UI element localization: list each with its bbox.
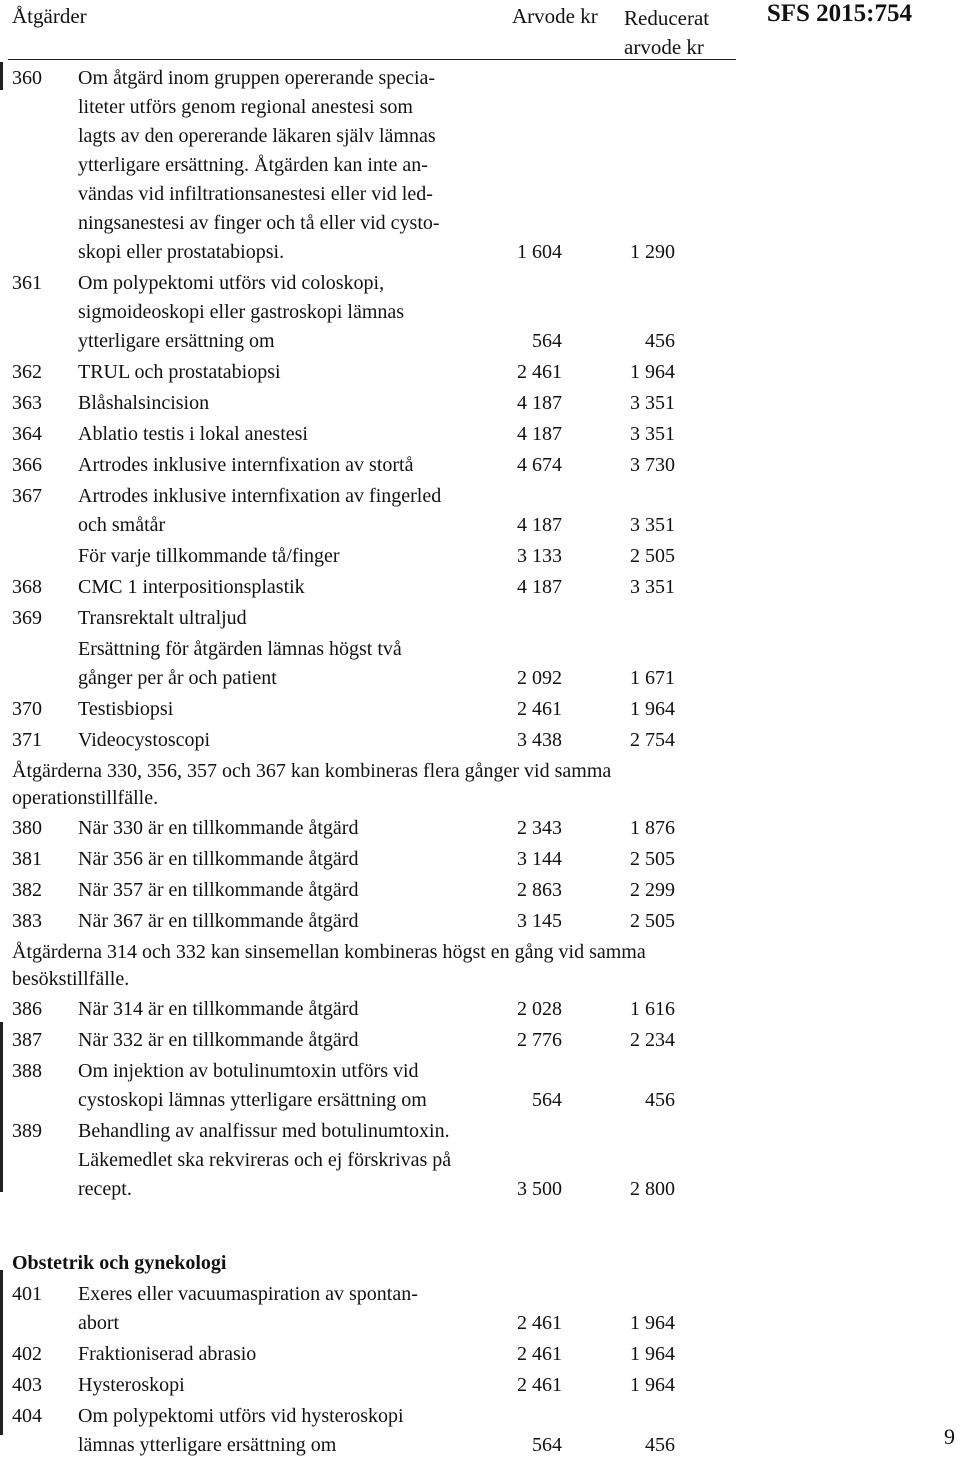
action-description [78,451,508,480]
description-line: liteter utförs genom regional anestesi som [78,96,413,118]
table-row [12,1117,712,1204]
fee-value: 564 [532,1089,562,1111]
table-row [12,1371,712,1400]
table-row [12,814,712,843]
description-line: lagts av den opererande läkaren själv lämnas [78,125,436,147]
column-header-reduced-line1: Reducerat [624,6,710,30]
action-code: 386 [12,998,42,1020]
reduced-fee-value: 2 800 [630,1178,675,1200]
description-line: abort [78,1312,120,1334]
description-line: recept. [78,1178,132,1200]
table-row [12,995,712,1024]
table-row [12,1340,712,1369]
table-row [12,845,712,874]
description-line: Artrodes inklusive internfixation av stortå [78,454,414,476]
sfs-reference: SFS 2015:754 [766,0,912,27]
fee-value: 4 187 [517,392,562,414]
action-description [78,269,508,356]
column-header-actions: Åtgärder [12,4,87,28]
action-description [78,845,508,874]
fee-value: 2 028 [517,998,562,1020]
description-line: ytterligare ersättning om [78,330,275,352]
table-row [12,573,712,602]
reduced-fee-value: 3 351 [630,514,675,536]
fee-value: 3 133 [517,545,562,567]
description-line: Transrektalt ultraljud [78,607,247,629]
action-code: 370 [12,698,42,720]
table-row [12,1026,712,1055]
action-code: 362 [12,361,42,383]
description-line: och småtår [78,514,166,536]
reduced-fee-value: 1 616 [630,998,675,1020]
reduced-fee-value: 1 290 [630,241,675,263]
action-description [78,420,508,449]
reduced-fee-value: 2 505 [630,910,675,932]
action-code: 361 [12,272,42,294]
description-line: gånger per år och patient [78,667,277,689]
fee-value: 2 461 [517,1312,562,1334]
reduced-fee-value: 456 [645,1434,675,1456]
fee-value: 2 343 [517,817,562,839]
action-description [78,995,508,1024]
description-line: sigmoideoskopi eller gastroskopi lämnas [78,301,405,323]
description-line: Om polypektomi utförs vid hysteroskopi [78,1405,404,1427]
description-line: CMC 1 interpositionsplastik [78,576,305,598]
action-code: 401 [12,1283,42,1305]
table-row [12,269,712,356]
fee-value: 2 092 [517,667,562,689]
action-description [78,358,508,387]
action-code: 371 [12,729,42,751]
description-line: Artrodes inklusive internfixation av fingerled [78,485,442,507]
description-line: vändas vid infiltrationsanestesi eller vid led- [78,183,433,205]
table-row [12,451,712,480]
action-code: 364 [12,423,42,445]
fee-value: 3 500 [517,1178,562,1200]
column-header-reduced-fee [624,4,709,62]
action-description [78,1280,508,1338]
action-description [78,907,508,936]
action-code: 389 [12,1120,42,1142]
description-line: Om polypektomi utförs vid coloskopi, [78,272,385,294]
action-description [78,1057,508,1115]
reduced-fee-value: 3 351 [630,423,675,445]
table-row [12,358,712,387]
description-line: När 357 är en tillkommande åtgärd [78,879,359,901]
reduced-fee-value: 2 234 [630,1029,675,1051]
fee-table [12,62,712,1460]
action-code: 403 [12,1374,42,1396]
reduced-fee-value: 1 671 [630,667,675,689]
table-row [12,1280,712,1338]
action-description [78,1117,508,1204]
table-row [12,1057,712,1115]
fee-value: 3 145 [517,910,562,932]
action-description [78,1026,508,1055]
change-bar [0,1270,3,1435]
fee-value: 2 863 [517,879,562,901]
combination-note-1: Åtgärderna 330, 356, 357 och 367 kan kombineras flera gånger vid samma operationstillfälle. [12,760,612,809]
description-line: Hysteroskopi [78,1374,185,1396]
description-line: Exeres eller vacuumaspiration av spontan- [78,1283,418,1305]
description-line: För varje tillkommande tå/finger [78,545,340,567]
reduced-fee-value: 456 [645,330,675,352]
column-header-reduced-line2: arvode kr [624,35,704,59]
reduced-fee-value: 3 351 [630,576,675,598]
description-line: Läkemedlet ska rekvireras och ej förskrivas på [78,1149,452,1171]
reduced-fee-value: 3 351 [630,392,675,414]
fee-value: 4 187 [517,423,562,445]
action-description [78,1340,508,1369]
action-code: 383 [12,910,42,932]
fee-value: 564 [532,330,562,352]
description-line: skopi eller prostatabiopsi. [78,241,285,263]
page-number: 9 [944,1424,955,1449]
description-line: Om åtgärd inom gruppen opererande specia- [78,67,436,89]
fee-block-obstetrics [12,1280,712,1460]
action-description [78,1371,508,1400]
table-row [12,726,712,755]
reduced-fee-value: 456 [645,1089,675,1111]
description-line: lämnas ytterligare ersättning om [78,1434,337,1456]
description-line: Testisbiopsi [78,698,174,720]
action-code: 388 [12,1060,42,1082]
table-row [12,542,712,571]
table-row [12,482,712,540]
reduced-fee-value: 3 730 [630,454,675,476]
reduced-fee-value: 2 505 [630,848,675,870]
description-line: Ersättning för åtgärden lämnas högst två [78,638,402,660]
reduced-fee-value: 1 964 [630,1312,675,1334]
fee-value: 2 461 [517,361,562,383]
table-row [12,635,712,693]
fee-value: 1 604 [517,241,562,263]
fee-value: 4 187 [517,576,562,598]
reduced-fee-value: 1 964 [630,1374,675,1396]
reduced-fee-value: 1 964 [630,361,675,383]
action-description [78,604,508,633]
fee-value: 4 674 [517,454,562,476]
section-title: Obstetrik och gynekologi [12,1252,227,1274]
fee-value: 2 461 [517,1374,562,1396]
action-description [78,635,508,693]
reduced-fee-value: 2 754 [630,729,675,751]
description-line: Om injektion av botulinumtoxin utförs vid [78,1060,419,1082]
description-line: Ablatio testis i lokal anestesi [78,423,308,445]
reduced-fee-value: 1 876 [630,817,675,839]
fee-block-additional-2 [12,995,712,1204]
table-row [12,64,712,267]
fee-block-additional-1 [12,814,712,936]
table-row [12,907,712,936]
action-description [78,876,508,905]
table-row [12,420,712,449]
action-description [78,1402,508,1460]
description-line: När 367 är en tillkommande åtgärd [78,910,359,932]
table-row [12,389,712,418]
description-line: TRUL och prostatabiopsi [78,361,281,383]
table-row [12,876,712,905]
action-description [78,64,508,267]
action-code: 381 [12,848,42,870]
header-rule [8,59,736,60]
change-bar [0,1022,3,1192]
action-description [78,542,508,571]
description-line: cystoskopi lämnas ytterligare ersättning om [78,1089,427,1111]
action-code: 369 [12,607,42,629]
description-line: När 314 är en tillkommande åtgärd [78,998,359,1020]
action-code: 404 [12,1405,42,1427]
description-line: När 330 är en tillkommande åtgärd [78,817,359,839]
fee-value: 564 [532,1434,562,1456]
description-line: Videocystoscopi [78,729,211,751]
action-description [78,482,508,540]
fee-block-urology [12,64,712,755]
action-code: 366 [12,454,42,476]
action-code: 402 [12,1343,42,1365]
fee-value: 3 144 [517,848,562,870]
fee-value: 3 438 [517,729,562,751]
action-code: 367 [12,485,42,507]
table-row [12,604,712,633]
action-description [78,695,508,724]
action-code: 363 [12,392,42,414]
reduced-fee-value: 2 505 [630,545,675,567]
description-line: ytterligare ersättning. Åtgärden kan inte an- [78,154,428,176]
action-code: 382 [12,879,42,901]
description-line: När 332 är en tillkommande åtgärd [78,1029,359,1051]
fee-value: 2 461 [517,698,562,720]
action-code: 380 [12,817,42,839]
fee-value: 2 776 [517,1029,562,1051]
action-description [78,814,508,843]
description-line: Behandling av analfissur med botulinumtoxin. [78,1120,450,1142]
fee-value: 4 187 [517,514,562,536]
reduced-fee-value: 1 964 [630,1343,675,1365]
fee-value: 2 461 [517,1343,562,1365]
action-description [78,389,508,418]
description-line: När 356 är en tillkommande åtgärd [78,848,359,870]
table-row [12,1402,712,1460]
action-code: 360 [12,67,42,89]
action-code: 368 [12,576,42,598]
change-bar [0,62,3,90]
description-line: Fraktioniserad abrasio [78,1343,257,1365]
combination-note-2: Åtgärderna 314 och 332 kan sinsemellan kombineras högst en gång vid samma besökstillfälle. [12,941,646,990]
reduced-fee-value: 2 299 [630,879,675,901]
action-code: 387 [12,1029,42,1051]
action-description [78,573,508,602]
reduced-fee-value: 1 964 [630,698,675,720]
description-line: Blåshalsincision [78,392,210,414]
action-description [78,726,508,755]
description-line: ningsanestesi av finger och tå eller vid cysto- [78,212,440,234]
column-header-fee: Arvode kr [512,4,598,28]
table-row [12,695,712,724]
